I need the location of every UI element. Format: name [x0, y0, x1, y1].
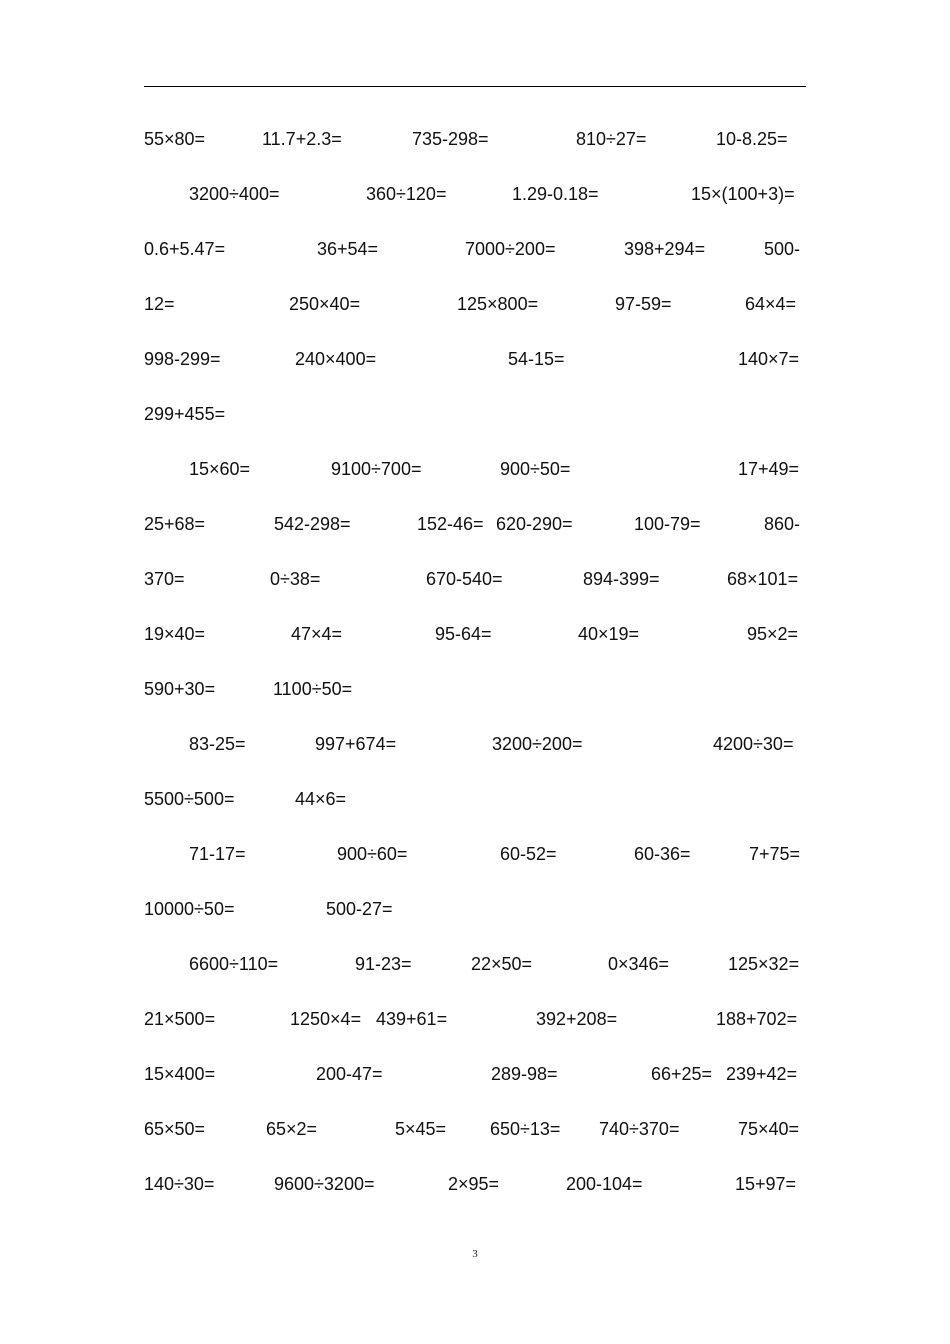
arithmetic-problem: 47×4=: [291, 624, 343, 644]
header-rule: [144, 86, 806, 87]
arithmetic-problem: 860-: [764, 514, 801, 534]
exercise-row: [144, 788, 806, 818]
arithmetic-problem: 17+49=: [738, 459, 800, 479]
arithmetic-problem: 60-36=: [634, 844, 691, 864]
arithmetic-problem: 188+702=: [716, 1009, 798, 1029]
arithmetic-problem: 60-52=: [500, 844, 557, 864]
exercise-row: [144, 238, 806, 268]
exercise-row: [144, 1063, 806, 1093]
arithmetic-problem: 670-540=: [426, 569, 503, 589]
arithmetic-problem: 91-23=: [355, 954, 412, 974]
arithmetic-problem: 15×60=: [189, 459, 251, 479]
arithmetic-problem: 15×(100+3)=: [691, 184, 795, 204]
arithmetic-problem: 650÷13=: [490, 1119, 561, 1139]
arithmetic-problem: 11.7+2.3=: [262, 129, 342, 149]
arithmetic-problem: 590+30=: [144, 679, 216, 699]
arithmetic-problem: 0.6+5.47=: [144, 239, 226, 259]
arithmetic-problem: 6600÷110=: [189, 954, 279, 974]
exercise-row: [144, 898, 806, 928]
arithmetic-problem: 7+75=: [749, 844, 801, 864]
arithmetic-problem: 64×4=: [745, 294, 797, 314]
arithmetic-problem: 95-64=: [435, 624, 492, 644]
arithmetic-problem: 9100÷700=: [331, 459, 422, 479]
arithmetic-problem: 620-290=: [496, 514, 573, 534]
arithmetic-problem: 299+455=: [144, 404, 226, 424]
arithmetic-problem: 900÷60=: [337, 844, 408, 864]
arithmetic-problem: 2×95=: [448, 1174, 500, 1194]
exercise-row: [144, 183, 806, 213]
exercise-row: [144, 128, 806, 158]
arithmetic-problem: 19×40=: [144, 624, 206, 644]
arithmetic-problem: 22×50=: [471, 954, 533, 974]
arithmetic-problem: 125×800=: [457, 294, 539, 314]
arithmetic-problem: 370=: [144, 569, 185, 589]
arithmetic-problem: 900÷50=: [500, 459, 571, 479]
arithmetic-problem: 0÷38=: [270, 569, 321, 589]
arithmetic-problem: 7000÷200=: [465, 239, 556, 259]
exercise-row: [144, 458, 806, 488]
exercise-row: [144, 513, 806, 543]
arithmetic-problem: 5×45=: [395, 1119, 447, 1139]
exercise-row: [144, 568, 806, 598]
arithmetic-problem: 360÷120=: [366, 184, 447, 204]
arithmetic-problem: 240×400=: [295, 349, 377, 369]
arithmetic-problem: 97-59=: [615, 294, 672, 314]
arithmetic-problem: 66+25=: [651, 1064, 713, 1084]
arithmetic-problem: 200-47=: [316, 1064, 383, 1084]
arithmetic-problem: 140÷30=: [144, 1174, 215, 1194]
arithmetic-problem: 392+208=: [536, 1009, 618, 1029]
arithmetic-problem: 21×500=: [144, 1009, 216, 1029]
arithmetic-problem: 95×2=: [747, 624, 799, 644]
exercise-row: [144, 348, 806, 378]
page-number: 3: [472, 1248, 478, 1260]
arithmetic-problem: 55×80=: [144, 129, 206, 149]
arithmetic-problem: 500-27=: [326, 899, 393, 919]
arithmetic-problem: 152-46=: [417, 514, 484, 534]
arithmetic-problem: 998-299=: [144, 349, 221, 369]
arithmetic-problem: 12=: [144, 294, 175, 314]
arithmetic-problem: 10-8.25=: [716, 129, 788, 149]
arithmetic-problem: 439+61=: [376, 1009, 448, 1029]
arithmetic-problem: 25+68=: [144, 514, 206, 534]
arithmetic-problem: 125×32=: [728, 954, 800, 974]
arithmetic-problem: 15+97=: [735, 1174, 797, 1194]
arithmetic-problem: 9600÷3200=: [274, 1174, 375, 1194]
exercise-row: [144, 678, 806, 708]
arithmetic-problem: 735-298=: [412, 129, 489, 149]
arithmetic-problem: 398+294=: [624, 239, 706, 259]
exercise-row: [144, 1173, 806, 1203]
arithmetic-problem: 810÷27=: [576, 129, 647, 149]
arithmetic-problem: 997+674=: [315, 734, 397, 754]
arithmetic-problem: 36+54=: [317, 239, 379, 259]
arithmetic-problem: 1.29-0.18=: [512, 184, 599, 204]
arithmetic-problem: 65×2=: [266, 1119, 318, 1139]
arithmetic-problem: 740÷370=: [599, 1119, 680, 1139]
exercise-row: [144, 1118, 806, 1148]
arithmetic-problem: 83-25=: [189, 734, 246, 754]
exercise-row: [144, 623, 806, 653]
arithmetic-problem: 1250×4=: [290, 1009, 362, 1029]
arithmetic-problem: 200-104=: [566, 1174, 643, 1194]
arithmetic-problem: 0×346=: [608, 954, 670, 974]
arithmetic-problem: 5500÷500=: [144, 789, 235, 809]
arithmetic-problem: 4200÷30=: [713, 734, 794, 754]
arithmetic-problem: 44×6=: [295, 789, 347, 809]
arithmetic-problem: 15×400=: [144, 1064, 216, 1084]
arithmetic-problem: 71-17=: [189, 844, 246, 864]
exercise-row: [144, 733, 806, 763]
exercise-row: [144, 293, 806, 323]
arithmetic-problem: 3200÷200=: [492, 734, 583, 754]
arithmetic-problem: 54-15=: [508, 349, 565, 369]
arithmetic-problem: 894-399=: [583, 569, 660, 589]
exercise-row: [144, 843, 806, 873]
arithmetic-problem: 542-298=: [274, 514, 351, 534]
exercise-row: [144, 953, 806, 983]
arithmetic-problem: 250×40=: [289, 294, 361, 314]
arithmetic-problem: 1100÷50=: [273, 679, 353, 699]
arithmetic-problem: 140×7=: [738, 349, 800, 369]
arithmetic-problem: 100-79=: [634, 514, 701, 534]
arithmetic-problem: 239+42=: [726, 1064, 798, 1084]
arithmetic-problem: 500-: [764, 239, 801, 259]
arithmetic-problem: 40×19=: [578, 624, 640, 644]
arithmetic-problem: 65×50=: [144, 1119, 206, 1139]
arithmetic-problem: 75×40=: [738, 1119, 800, 1139]
arithmetic-problem: 10000÷50=: [144, 899, 235, 919]
exercise-row: [144, 403, 806, 433]
exercise-row: [144, 1008, 806, 1038]
arithmetic-problem: 3200÷400=: [189, 184, 280, 204]
arithmetic-problem: 68×101=: [727, 569, 799, 589]
arithmetic-problem: 289-98=: [491, 1064, 558, 1084]
